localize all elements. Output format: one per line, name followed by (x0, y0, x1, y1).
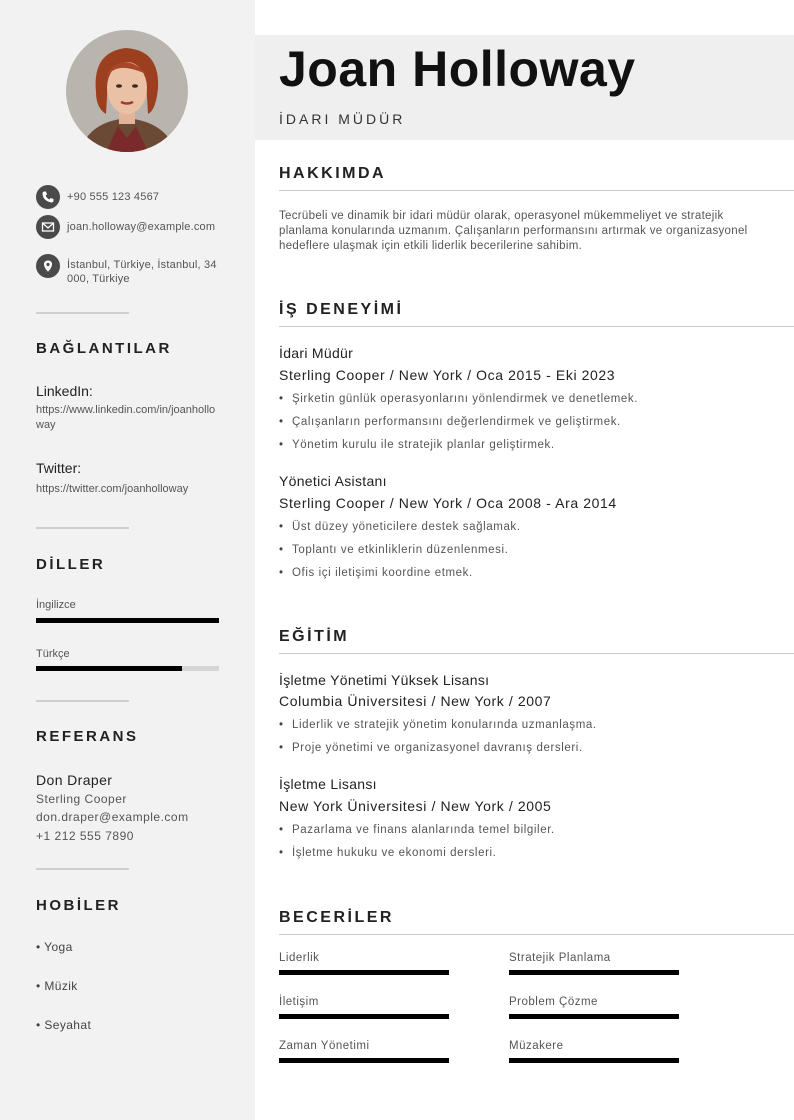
bullet-dot: • (36, 979, 41, 993)
contact-email (36, 215, 219, 239)
education-degree: İşletme Lisansı (279, 776, 377, 792)
contact-email-text: joan.holloway@example.com (67, 221, 216, 233)
skill-level-bar (279, 1014, 449, 1019)
skills-heading: BECERİLER (279, 909, 394, 926)
language-level-bar (36, 618, 219, 623)
skill-level-bar (279, 1058, 449, 1063)
twitter-link[interactable]: https://twitter.com/joanholloway (36, 483, 189, 495)
language-name: İngilizce (36, 599, 76, 611)
job-company: Sterling Cooper / New York / Oca 2015 - Eki 2023 (279, 367, 616, 383)
section-rule (279, 326, 794, 327)
contact-address (36, 254, 219, 286)
contact-phone (36, 185, 219, 209)
skill-label: Stratejik Planlama (509, 952, 611, 964)
twitter-label: Twitter: (36, 460, 82, 476)
linkedin-link[interactable]: https://www.linkedin.com/in/joanholloway (36, 404, 216, 431)
linkedin-label: LinkedIn: (36, 383, 93, 399)
contact-phone-text: +90 555 123 4567 (67, 191, 160, 203)
job-bullet: • Yönetim kurulu ile stratejik planlar geliştirmek. (279, 439, 555, 451)
sidebar-divider (36, 312, 129, 314)
reference-email: don.draper@example.com (36, 810, 189, 824)
skill-label: Müzakere (509, 1040, 564, 1052)
phone-icon (36, 185, 60, 209)
job-bullet: • Şirketin günlük operasyonlarını yönlendirmek ve denetlemek. (279, 393, 639, 405)
job-bullet: • Üst düzey yöneticilere destek sağlamak. (279, 521, 521, 533)
education-school: Columbia Üniversitesi / New York / 2007 (279, 693, 552, 709)
education-bullet: • Liderlik ve stratejik yönetim konularında uzmanlaşma. (279, 719, 597, 731)
experience-heading: İŞ DENEYİMİ (279, 301, 404, 318)
skill-level-bar (509, 1014, 679, 1019)
profile-photo (66, 30, 188, 152)
section-rule (279, 653, 794, 654)
language-level-bar (36, 666, 219, 671)
hobby-item: • Müzik (36, 979, 78, 993)
reference-company: Sterling Cooper (36, 792, 127, 806)
job-bullet: • Ofis içi iletişimi koordine etmek. (279, 567, 473, 579)
education-degree: İşletme Yönetimi Yüksek Lisansı (279, 672, 490, 688)
skill-label: Zaman Yönetimi (279, 1040, 370, 1052)
job-role: İdari Müdür (279, 345, 354, 361)
hobby-item: • Yoga (36, 940, 73, 954)
education-bullet: • İşletme hukuku ve ekonomi dersleri. (279, 847, 497, 859)
reference-heading: REFERANS (36, 728, 139, 745)
links-heading: BAĞLANTILAR (36, 340, 172, 357)
full-name: Joan Holloway (279, 41, 636, 97)
skill-label: Liderlik (279, 952, 320, 964)
job-bullet: • Toplantı ve etkinliklerin düzenlenmesi. (279, 544, 509, 556)
hobby-item: • Seyahat (36, 1018, 92, 1032)
contact-address-text: İstanbul, Türkiye, İstanbul, 34000, Türkiye (67, 259, 217, 285)
education-bullet: • Pazarlama ve finans alanlarında temel bilgiler. (279, 824, 555, 836)
bullet-dot: • (36, 940, 41, 954)
job-role: Yönetici Asistanı (279, 473, 387, 489)
language-level-fill (36, 666, 182, 671)
job-title: İDARI MÜDÜR (279, 111, 406, 127)
section-rule (279, 190, 794, 191)
education-school: New York Üniversitesi / New York / 2005 (279, 798, 552, 814)
education-heading: EĞİTİM (279, 628, 350, 645)
about-text: Tecrübeli ve dinamik bir idari müdür olarak, operasyonel mükemmeliyet ve stratejik planlama konularında uzmanım. Çalışanların performansını artırmak ve organizasyonel hedeflere ulaşmak için etkili liderlik becerilerine sahibim. (279, 210, 748, 252)
email-icon (36, 215, 60, 239)
job-bullet: • Çalışanların performansını değerlendirmek ve geliştirmek. (279, 416, 621, 428)
location-pin-icon (36, 254, 60, 278)
reference-phone: +1 212 555 7890 (36, 829, 134, 843)
language-name: Türkçe (36, 648, 70, 660)
skill-level-bar (509, 1058, 679, 1063)
language-level-fill (36, 618, 219, 623)
sidebar-divider (36, 700, 129, 702)
about-heading: HAKKIMDA (279, 165, 387, 182)
reference-name: Don Draper (36, 772, 113, 788)
bullet-dot: • (36, 1018, 41, 1032)
skill-label: Problem Çözme (509, 996, 598, 1008)
job-company: Sterling Cooper / New York / Oca 2008 - Ara 2014 (279, 495, 617, 511)
skill-level-bar (509, 970, 679, 975)
skill-level-bar (279, 970, 449, 975)
section-rule (279, 934, 794, 935)
sidebar-divider (36, 527, 129, 529)
languages-heading: DİLLER (36, 556, 106, 573)
hobbies-heading: HOBİLER (36, 897, 121, 914)
sidebar-divider (36, 868, 129, 870)
skill-label: İletişim (279, 996, 319, 1008)
education-bullet: • Proje yönetimi ve organizasyonel davranış dersleri. (279, 742, 583, 754)
